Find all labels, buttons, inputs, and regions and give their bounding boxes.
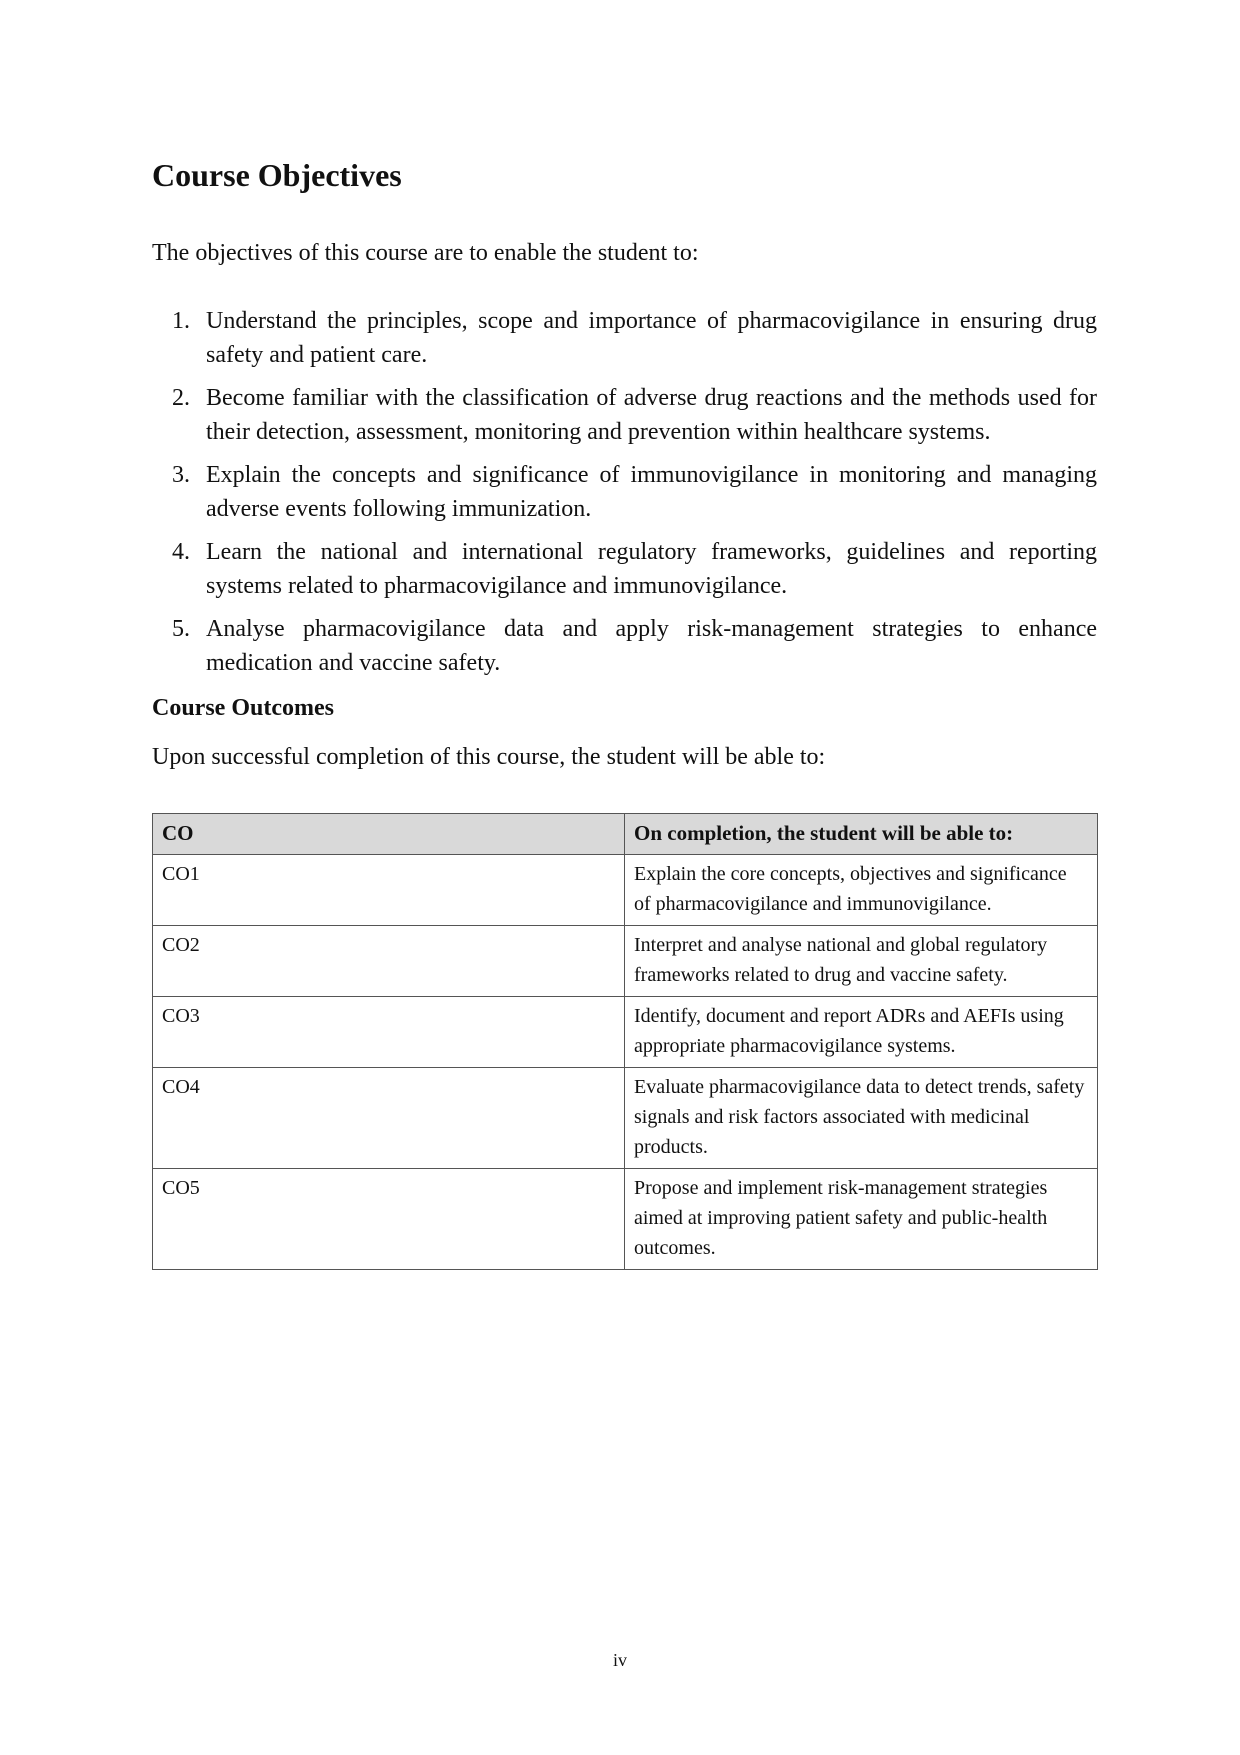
objective-item-5 — [152, 612, 1097, 680]
objectives-intro: The objectives of this course are to enable the student to: — [152, 240, 699, 266]
objective-item-2 — [152, 381, 1097, 449]
header-co: CO — [153, 814, 625, 855]
table-row — [153, 1068, 1098, 1169]
objective-number: 1. — [172, 308, 190, 334]
objective-item-4 — [152, 535, 1097, 603]
table-row — [153, 855, 1098, 926]
objective-number: 4. — [172, 539, 190, 565]
objective-item-3 — [152, 458, 1097, 526]
objective-number: 3. — [172, 462, 190, 488]
table-row — [153, 997, 1098, 1068]
co-outcome: Propose and implement risk-management strategies aimed at improving patient safety and public-health outcomes. — [625, 1169, 1098, 1270]
objective-text: Understand the principles, scope and importance of pharmacovigilance in ensuring drug safety and patient care. — [206, 308, 1097, 368]
co-code: CO2 — [153, 926, 625, 997]
table-header-row — [153, 814, 1098, 855]
co-code: CO1 — [153, 855, 625, 926]
table-row — [153, 926, 1098, 997]
objective-item-1 — [152, 304, 1097, 372]
objective-text: Learn the national and international regulatory frameworks, guidelines and reporting systems related to pharmacovigilance and immunovigilance. — [206, 539, 1097, 599]
co-outcome: Evaluate pharmacovigilance data to detect trends, safety signals and risk factors associated with medicinal products. — [625, 1068, 1098, 1169]
header-outcome: On completion, the student will be able to: — [625, 814, 1098, 855]
co-code: CO4 — [153, 1068, 625, 1169]
co-outcome: Explain the core concepts, objectives and significance of pharmacovigilance and immunovigilance. — [625, 855, 1098, 926]
objective-number: 2. — [172, 385, 190, 411]
co-code: CO5 — [153, 1169, 625, 1270]
objective-text: Analyse pharmacovigilance data and apply risk-management strategies to enhance medication and vaccine safety. — [206, 616, 1097, 676]
co-outcome: Interpret and analyse national and global regulatory frameworks related to drug and vaccine safety. — [625, 926, 1098, 997]
table-row — [153, 1169, 1098, 1270]
page-title: Course Objectives — [152, 157, 402, 193]
objective-text: Explain the concepts and significance of immunovigilance in monitoring and managing adverse events following immunization. — [206, 462, 1097, 522]
objective-text: Become familiar with the classification of adverse drug reactions and the methods used for their detection, assessment, monitoring and prevention within healthcare systems. — [206, 385, 1097, 445]
objective-number: 5. — [172, 616, 190, 642]
outcomes-intro: Upon successful completion of this course, the student will be able to: — [152, 744, 826, 770]
objectives-list — [152, 304, 1097, 689]
outcomes-table — [152, 813, 1098, 1270]
page-number: iv — [612, 1650, 627, 1670]
outcomes-heading: Course Outcomes — [152, 695, 334, 721]
co-code: CO3 — [153, 997, 625, 1068]
co-outcome: Identify, document and report ADRs and AEFIs using appropriate pharmacovigilance systems. — [625, 997, 1098, 1068]
